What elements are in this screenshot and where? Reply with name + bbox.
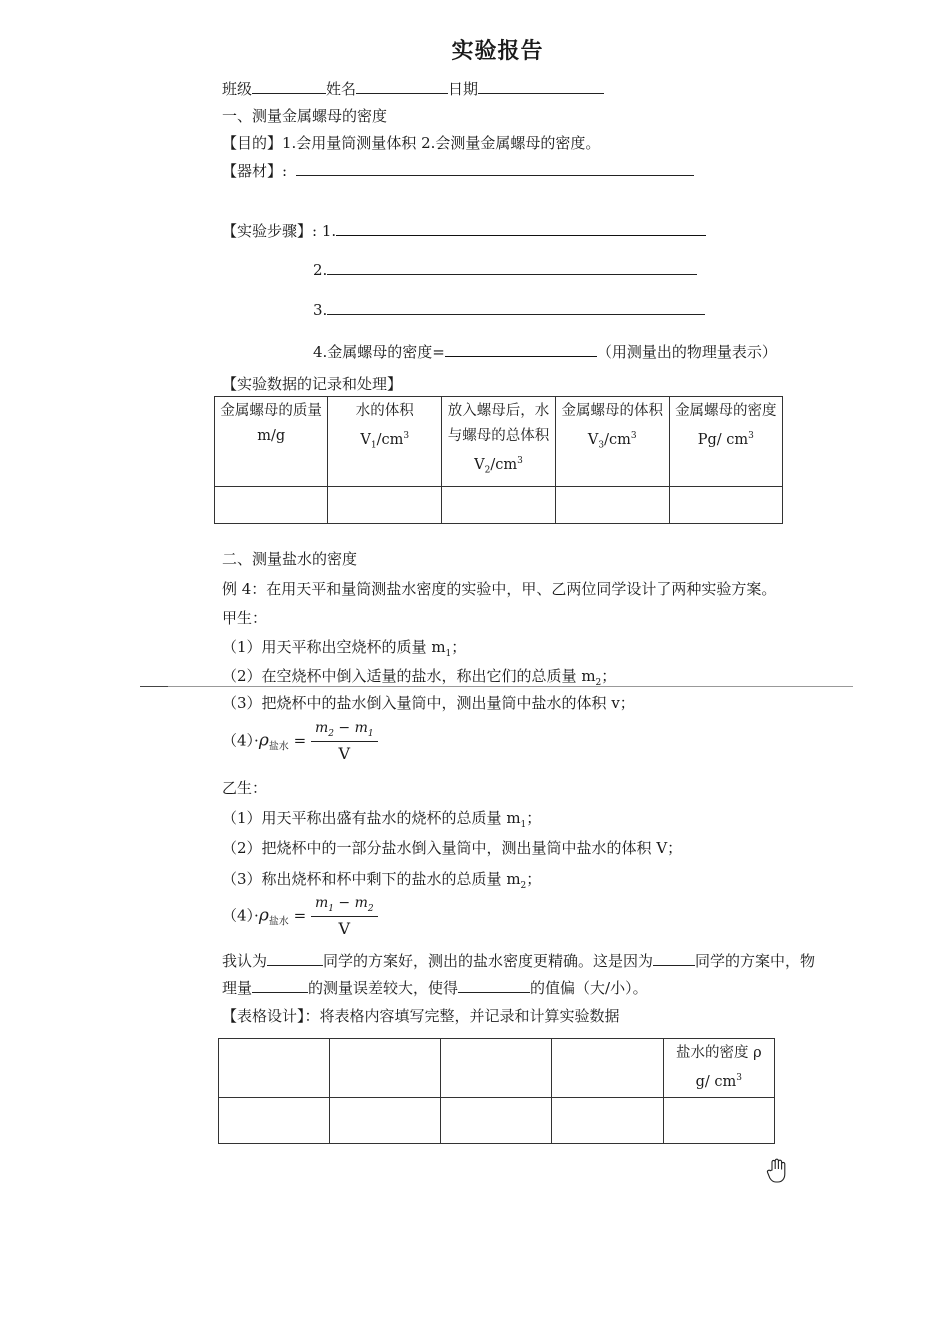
page-title: 实验报告 <box>451 38 544 64</box>
table-cell[interactable] <box>330 1097 441 1143</box>
col-nut-density <box>669 397 782 487</box>
jia-formula: $(4)\cdot\rho_{盐水}$ = $\frac{m_2 - m_1}{V}$ <box>222 720 378 763</box>
step2-row <box>313 260 697 279</box>
nut-data-table <box>214 396 783 524</box>
student-info-row <box>222 78 604 99</box>
step2-label: 2. <box>313 261 328 279</box>
class-label: 班级 <box>222 80 253 98</box>
step4-prefix: 4.金属螺母的密度= <box>313 343 445 361</box>
header-text-2: 与螺母的总体积 <box>447 428 550 444</box>
step2-field[interactable] <box>327 260 697 275</box>
jia-step3: （3）把烧杯中的盐水倒入量筒中，测出量筒中盐水的体积 v； <box>222 694 635 712</box>
table-row <box>215 486 783 523</box>
step3-row <box>313 300 705 319</box>
col-saltwater-density <box>663 1039 774 1098</box>
date-field[interactable] <box>478 79 604 94</box>
header-unit: Ρg/ $cm^3$ <box>697 431 754 448</box>
steps-label: 【实验步骤】: 1. <box>222 222 337 240</box>
jia-label: 甲生： <box>222 609 268 627</box>
table-cell[interactable] <box>219 1039 330 1098</box>
jia-step1: （1）用天平称出空烧杯的质量 $m_1$； <box>222 638 467 659</box>
materials-field[interactable] <box>296 161 694 176</box>
table-cell[interactable] <box>663 1097 774 1143</box>
yi-step3: （3）称出烧杯和杯中剩下的盐水的总质量 $m_2$； <box>222 870 542 891</box>
part2-heading: 二、测量盐水的密度 <box>222 550 358 568</box>
step4-field[interactable] <box>445 342 597 357</box>
name-label: 姓名 <box>326 80 357 98</box>
step1-row <box>222 220 706 241</box>
header-unit: g/ $cm^3$ <box>695 1073 742 1090</box>
conclusion-line2: 理量 的测量误差较大，使得 的值偏（大/小）。 <box>222 979 648 997</box>
table-cell[interactable] <box>552 1039 663 1098</box>
table-cell[interactable] <box>552 1097 663 1143</box>
header-text: 水的体积 <box>355 403 414 419</box>
table-header-row <box>215 397 783 487</box>
step4-suffix: （用测量出的物理量表示） <box>596 343 777 361</box>
materials-row <box>222 160 694 181</box>
conclusion-line1: 我认为 同学的方案好，测出的盐水密度更精确。这是因为 同学的方案中，物 <box>222 952 816 970</box>
col-mass <box>215 397 328 487</box>
table-cell[interactable] <box>555 486 669 523</box>
step1-field[interactable] <box>336 221 706 236</box>
yi-fraction: $\frac{m_1 - m_2}{V}$ <box>311 895 378 938</box>
table-cell[interactable] <box>219 1097 330 1143</box>
yi-label: 乙生： <box>222 779 268 797</box>
date-label: 日期 <box>448 80 479 98</box>
table-cell[interactable] <box>441 1039 552 1098</box>
quantity-field[interactable] <box>252 978 308 993</box>
table-cell[interactable] <box>330 1039 441 1098</box>
table-cell[interactable] <box>215 486 328 523</box>
step4-row <box>313 341 777 362</box>
header-text: 金属螺母的体积 <box>561 403 663 419</box>
saltwater-table <box>218 1038 775 1144</box>
better-student-field[interactable] <box>267 951 323 966</box>
table-cell[interactable] <box>441 1097 552 1143</box>
header-unit: $V_1/cm^3$ <box>360 431 410 451</box>
table-design-label: 【表格设计】：将表格内容填写完整，并记录和计算实验数据 <box>222 1007 620 1025</box>
header-unit: m/g <box>257 428 286 444</box>
name-field[interactable] <box>356 79 448 94</box>
page-divider <box>140 686 853 687</box>
step3-label: 3. <box>313 301 328 319</box>
step3-field[interactable] <box>327 300 705 315</box>
jia-fraction: $\frac{m_2 - m_1}{V}$ <box>311 720 378 763</box>
jia-step2: （2）在空烧杯中倒入适量的盐水，称出它们的总质量 $m_2$； <box>222 667 617 688</box>
page-divider-mark <box>140 686 168 687</box>
part1-heading: 一、测量金属螺母的密度 <box>222 107 388 125</box>
header-text: 金属螺母的密度 <box>675 403 777 419</box>
col-water-volume <box>328 397 442 487</box>
col-total-volume <box>442 397 556 487</box>
col-nut-volume <box>555 397 669 487</box>
table-header-row <box>219 1039 775 1098</box>
value-field[interactable] <box>458 978 530 993</box>
table-row <box>219 1097 775 1143</box>
table-cell[interactable] <box>669 486 782 523</box>
header-text: 放入螺母后，水 <box>447 403 550 419</box>
header-text: 金属螺母的质量 <box>220 403 322 419</box>
yi-step1: （1）用天平称出盛有盐水的烧杯的总质量 $m_1$； <box>222 809 542 830</box>
hand-cursor-icon <box>766 1158 788 1189</box>
materials-label: 【器材】: <box>222 162 288 180</box>
example-text: 例 4：在用天平和量筒测盐水密度的实验中，甲、乙两位同学设计了两种实验方案。 <box>222 580 777 598</box>
header-text: 盐水的密度 ρ <box>675 1045 762 1061</box>
class-field[interactable] <box>252 79 326 94</box>
table-cell[interactable] <box>442 486 556 523</box>
header-unit: $V_3/cm^3$ <box>587 431 637 451</box>
worse-student-field[interactable] <box>653 951 695 966</box>
data-label: 【实验数据的记录和处理】 <box>222 375 403 393</box>
purpose-text: 【目的】1.会用量筒测量体积 2.会测量金属螺母的密度。 <box>222 134 601 152</box>
yi-step2: （2）把烧杯中的一部分盐水倒入量筒中，测出量筒中盐水的体积 V； <box>222 839 683 857</box>
table-cell[interactable] <box>328 486 442 523</box>
yi-formula: $(4)\cdot\rho_{盐水}$ = $\frac{m_1 - m_2}{V}$ <box>222 895 378 938</box>
header-unit: $V_2/cm^3$ <box>474 456 523 476</box>
